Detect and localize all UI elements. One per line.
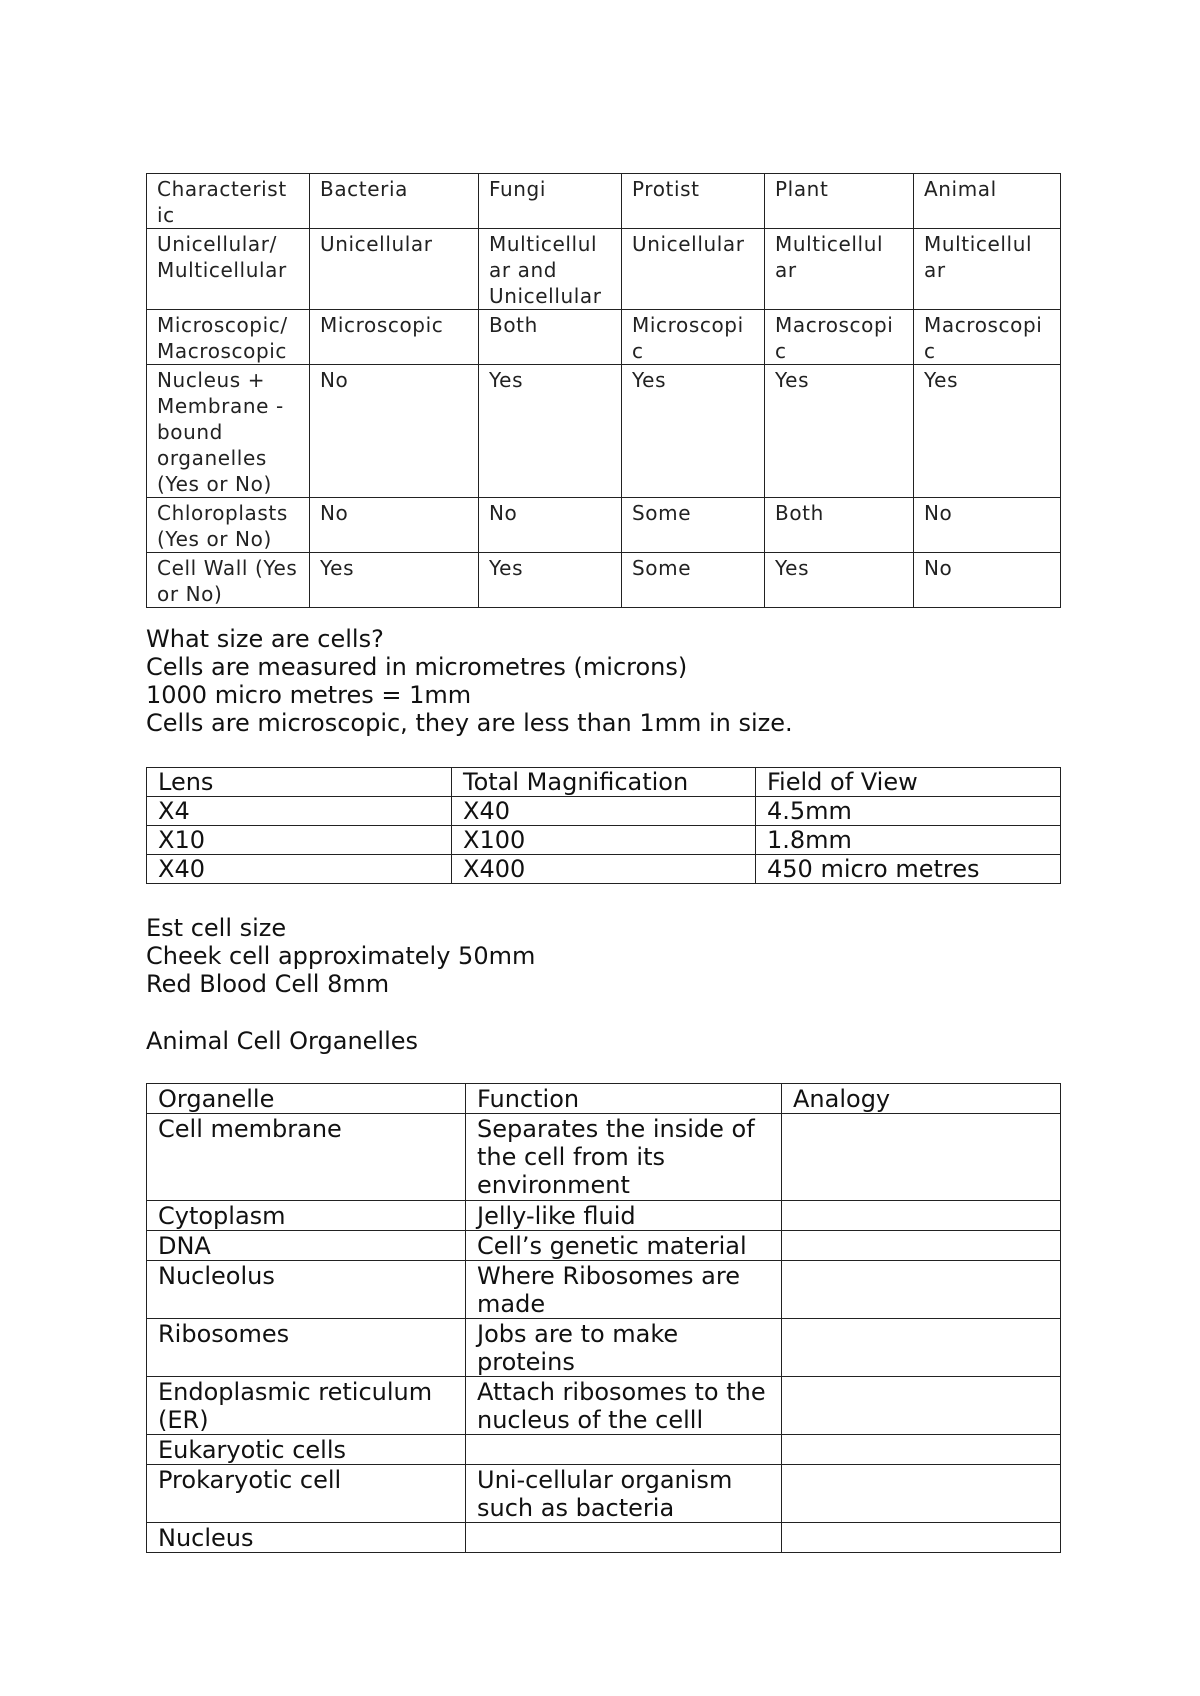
organelles-table: [146, 1083, 1061, 1553]
table-cell: Yes: [310, 553, 479, 608]
table-row: [147, 1465, 1061, 1523]
table-cell: [782, 1435, 1061, 1465]
text-line: Red Blood Cell 8mm: [146, 970, 390, 998]
table-row: [147, 1435, 1061, 1465]
table-cell: Macroscopi c: [765, 310, 914, 365]
table-cell: Microscopi c: [622, 310, 765, 365]
table-cell: Cell membrane: [147, 1114, 466, 1201]
table-cell: Uni-cellular organism such as bacteria: [466, 1465, 782, 1523]
table-cell: No: [310, 498, 479, 553]
table-header-cell: Lens: [147, 768, 452, 797]
table-cell: Unicellular/ Multicellular: [147, 229, 310, 310]
table-header-cell: Plant: [765, 174, 914, 229]
table-row: [147, 498, 1061, 553]
table-cell: 450 micro metres: [756, 855, 1061, 884]
table-header-row: [147, 174, 1061, 229]
table-cell: Microscopic/ Macroscopic: [147, 310, 310, 365]
text-line: Cells are measured in micrometres (microns): [146, 653, 688, 681]
table-row: [147, 310, 1061, 365]
table-cell: Yes: [479, 553, 622, 608]
table-header-row: [147, 1084, 1061, 1114]
table-cell: Unicellular: [622, 229, 765, 310]
table-cell: [782, 1465, 1061, 1523]
table-row: [147, 229, 1061, 310]
table-cell: Macroscopi c: [914, 310, 1061, 365]
text-line: Cells are microscopic, they are less than 1mm in size.: [146, 709, 793, 737]
table-cell: No: [914, 498, 1061, 553]
table-header-cell: Bacteria: [310, 174, 479, 229]
table-cell: Microscopic: [310, 310, 479, 365]
table-row: [147, 1201, 1061, 1231]
table-row: [147, 553, 1061, 608]
table-cell: [782, 1114, 1061, 1201]
table-header-cell: Field of View: [756, 768, 1061, 797]
table-header-cell: Animal: [914, 174, 1061, 229]
table-cell: Nucleus + Membrane - bound organelles (Yes or No): [147, 365, 310, 498]
table-header-cell: Total Magnification: [452, 768, 756, 797]
table-cell: Yes: [765, 553, 914, 608]
table-cell: Eukaryotic cells: [147, 1435, 466, 1465]
table-row: [147, 826, 1061, 855]
table-header-cell: Protist: [622, 174, 765, 229]
table-cell: Some: [622, 553, 765, 608]
table-cell: Jobs are to make proteins: [466, 1319, 782, 1377]
table-cell: Both: [479, 310, 622, 365]
table-cell: No: [310, 365, 479, 498]
table-row: [147, 1319, 1061, 1377]
table-header-cell: Fungi: [479, 174, 622, 229]
organelles-heading: Animal Cell Organelles: [146, 1027, 419, 1055]
table-cell: Yes: [479, 365, 622, 498]
table-cell: Where Ribosomes are made: [466, 1261, 782, 1319]
cell-size-notes: [146, 625, 793, 737]
table-cell: Multicellul ar: [914, 229, 1061, 310]
table-cell: X40: [147, 855, 452, 884]
table-row: [147, 365, 1061, 498]
table-cell: Cytoplasm: [147, 1201, 466, 1231]
table-cell: X10: [147, 826, 452, 855]
table-cell: Endoplasmic reticulum (ER): [147, 1377, 466, 1435]
table-row: [147, 1377, 1061, 1435]
table-header-cell: Characterist ic: [147, 174, 310, 229]
table-cell: Ribosomes: [147, 1319, 466, 1377]
table-header-row: [147, 768, 1061, 797]
table-row: [147, 1523, 1061, 1553]
table-cell: X4: [147, 797, 452, 826]
table-cell: [782, 1261, 1061, 1319]
table-header-cell: Function: [466, 1084, 782, 1114]
table-cell: X400: [452, 855, 756, 884]
table-cell: 4.5mm: [756, 797, 1061, 826]
lens-table: [146, 767, 1061, 884]
table-cell: [466, 1435, 782, 1465]
characteristics-table: [146, 173, 1061, 608]
table-cell: No: [914, 553, 1061, 608]
table-cell: Cell’s genetic material: [466, 1231, 782, 1261]
table-cell: DNA: [147, 1231, 466, 1261]
table-cell: Yes: [622, 365, 765, 498]
table-cell: Separates the inside of the cell from its environment: [466, 1114, 782, 1201]
cell-size-question: What size are cells?: [146, 625, 384, 653]
table-cell: Nucleus: [147, 1523, 466, 1553]
table-header-cell: Analogy: [782, 1084, 1061, 1114]
table-cell: [782, 1201, 1061, 1231]
table-cell: Some: [622, 498, 765, 553]
table-cell: Attach ribosomes to the nucleus of the celll: [466, 1377, 782, 1435]
table-row: [147, 1114, 1061, 1201]
text-line: 1000 micro metres = 1mm: [146, 681, 472, 709]
table-cell: Chloroplasts (Yes or No): [147, 498, 310, 553]
table-cell: Prokaryotic cell: [147, 1465, 466, 1523]
table-row: [147, 1261, 1061, 1319]
table-cell: [782, 1523, 1061, 1553]
table-cell: X100: [452, 826, 756, 855]
table-cell: Yes: [765, 365, 914, 498]
table-row: [147, 797, 1061, 826]
table-cell: Nucleolus: [147, 1261, 466, 1319]
text-line: Cheek cell approximately 50mm: [146, 942, 536, 970]
table-cell: X40: [452, 797, 756, 826]
table-cell: [782, 1377, 1061, 1435]
table-cell: Jelly-like fluid: [466, 1201, 782, 1231]
table-cell: Both: [765, 498, 914, 553]
table-cell: No: [479, 498, 622, 553]
estimate-notes: [146, 914, 535, 998]
table-header-cell: Organelle: [147, 1084, 466, 1114]
table-cell: Multicellul ar and Unicellular: [479, 229, 622, 310]
table-cell: [782, 1231, 1061, 1261]
estimate-heading: Est cell size: [146, 914, 287, 942]
table-cell: Cell Wall (Yes or No): [147, 553, 310, 608]
table-row: [147, 1231, 1061, 1261]
table-row: [147, 855, 1061, 884]
table-cell: Unicellular: [310, 229, 479, 310]
table-cell: 1.8mm: [756, 826, 1061, 855]
table-cell: Multicellul ar: [765, 229, 914, 310]
table-cell: [466, 1523, 782, 1553]
table-cell: [782, 1319, 1061, 1377]
table-cell: Yes: [914, 365, 1061, 498]
